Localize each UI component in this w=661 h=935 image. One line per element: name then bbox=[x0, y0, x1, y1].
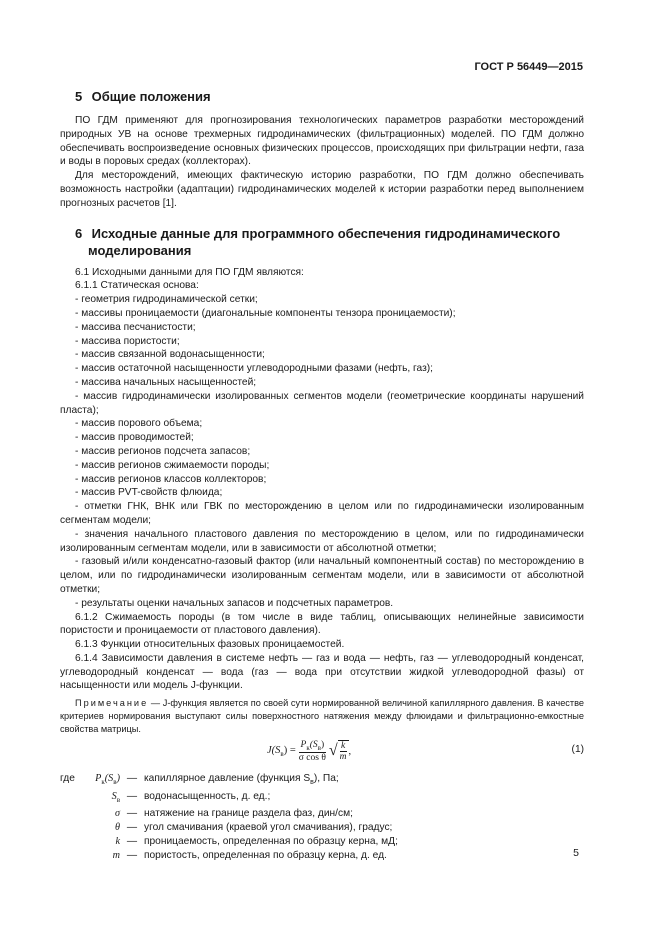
definition-text: пористость, определенная по образцу керна, д. ед. bbox=[144, 849, 387, 861]
list-item: - массива песчанистости; bbox=[75, 321, 196, 333]
definition-text: проницаемость, определенная по образцу керна, мД; bbox=[144, 835, 398, 847]
paragraph: 6.1.1 Статическая основа: bbox=[75, 280, 199, 292]
list-item: - массив регионов подсчета запасов; bbox=[75, 445, 251, 457]
definition-dash: — bbox=[126, 835, 138, 847]
paragraph: 6.1.2 Сжимаемость породы (в том числе в виде таблиц, описывающих нелинейные зависимости пористости и проницаемости от пластового давления). bbox=[60, 611, 584, 637]
static-data-list bbox=[60, 293, 584, 610]
definition-lead: где bbox=[60, 772, 75, 784]
list-item: - массив порового объема; bbox=[75, 418, 203, 430]
definition-lead bbox=[60, 821, 84, 835]
section-title-text: моделирования bbox=[88, 242, 192, 258]
paragraph: 6.1.4 Зависимости давления в системе нефть — газ и вода — нефть, газ — углеводородный конденсат, углеводородный конденсат — вода (газ — вода при отсутствии жидкой углеводородной фазы) от насыщенности или модель J-функции. bbox=[60, 652, 584, 692]
equation-number: (1) bbox=[571, 743, 584, 755]
section-5-title bbox=[75, 88, 584, 105]
list-item: - значения начального пластового давления по месторождению в целом, или по гидродинамически изолированным сегментам модели, или в зависимости от абсолютной отметки; bbox=[60, 528, 584, 554]
list-item: - массив PVT-свойств флюида; bbox=[75, 487, 223, 499]
paragraph: 6.1.3 Функции относительных фазовых проницаемостей. bbox=[75, 639, 345, 651]
definition-lead bbox=[60, 807, 84, 821]
section-number: 6 bbox=[75, 225, 83, 241]
list-item: - отметки ГНК, ВНК или ГВК по месторождению в целом или по гидродинамически изолированным сегментам модели; bbox=[60, 501, 584, 526]
definition-row bbox=[60, 821, 584, 835]
list-item: - массив регионов сжимаемости породы; bbox=[75, 459, 270, 471]
list-item: - массив связанной водонасыщенности; bbox=[75, 349, 265, 361]
list-item: - массив регионов классов коллекторов; bbox=[75, 473, 267, 485]
page-number: 5 bbox=[573, 847, 579, 859]
document-id: ГОСТ Р 56449—2015 bbox=[474, 61, 583, 73]
definition-row bbox=[60, 835, 584, 849]
section-title-text: Общие положения bbox=[91, 89, 211, 104]
definition-dash: — bbox=[126, 790, 138, 802]
definition-lead bbox=[60, 835, 84, 849]
formula-sqrt: √ $\frac{k}{m}$ bbox=[328, 741, 347, 763]
section-title-text: Исходные данные для программного обеспечения гидродинамического bbox=[91, 225, 561, 241]
list-item: - массив остаточной насыщенности углеводородными фазами (нефть, газ); bbox=[75, 363, 433, 375]
formula-body: $J(S_в)$ = $\frac{P_к(S_в)}{\text{σ cos θ}}$ √ $\frac{k}{m}$ , bbox=[267, 739, 352, 763]
page-content bbox=[60, 88, 584, 863]
formula-lhs: $J(S_в)$ = bbox=[267, 744, 296, 758]
paragraph: ПО ГДМ применяют для прогнозирования технологических параметров разработки месторождений природных УВ на основе трехмерных гидродинамических (фильтрационных) моделей. ПО ГДМ должно обеспечивать воспроизведение основных физических процессов, происходящих при фильтрации нефти, газа и воды в поровых средах (коллекторах). bbox=[60, 115, 584, 168]
definition-row bbox=[60, 772, 584, 790]
formula-1 bbox=[60, 736, 584, 770]
definition-lead bbox=[60, 849, 84, 863]
definition-symbol: m bbox=[112, 849, 120, 861]
definition-text: угол смачивания (краевой угол смачивания), градус; bbox=[144, 822, 393, 834]
list-item: - массива пористости; bbox=[75, 335, 180, 347]
definition-symbol: k bbox=[115, 835, 120, 847]
formula-definitions bbox=[60, 772, 584, 863]
list-item: - геометрия гидродинамической сетки; bbox=[75, 294, 258, 306]
formula-fraction: $\frac{P_к(S_в)}{\text{σ cos θ}}$ bbox=[298, 739, 326, 763]
paragraph: 6.1 Исходными данными для ПО ГДМ являются: bbox=[75, 266, 304, 278]
definition-text: натяжение на границе раздела фаз, дин/см; bbox=[144, 808, 353, 820]
definition-symbol: $S_в$ bbox=[111, 790, 120, 804]
definition-dash: — bbox=[126, 822, 138, 834]
definition-dash: — bbox=[126, 849, 138, 861]
note-text: — J-функция является по своей сути нормированной величиной капиллярного давления. В качестве критериев нормирования выступают силы поверхностного натяжения между флюидами и фильтрационно-емкостные свойства матрицы. bbox=[60, 698, 584, 734]
section-number: 5 bbox=[75, 89, 83, 104]
definition-row bbox=[60, 790, 584, 808]
definition-symbol: σ bbox=[114, 808, 120, 820]
definition-dash: — bbox=[126, 772, 138, 784]
list-item: - газовый и/или конденсатно-газовый фактор (или начальный компонентный состав) по месторождению в целом, или по гидродинамически изолированным сегментам модели, или в зависимости от абсолютной отметки; bbox=[60, 556, 584, 595]
definition-row bbox=[60, 849, 584, 863]
list-item: - массив проводимостей; bbox=[75, 432, 194, 444]
paragraph: Для месторождений, имеющих фактическую историю разработки, ПО ГДМ должно обеспечивать возможность настройки (адаптации) гидродинамических моделей к истории разработки перед выполнением прогнозных расчетов [1]. bbox=[60, 170, 584, 209]
note-label: Примечание bbox=[75, 698, 149, 709]
section-6-title bbox=[75, 225, 584, 259]
note bbox=[60, 697, 584, 735]
definition-lead bbox=[60, 790, 84, 808]
list-item: - массива начальных насыщенностей; bbox=[75, 376, 257, 388]
list-item: - массив гидродинамически изолированных сегментов модели (геометрические координаты нарушений пласта); bbox=[60, 390, 584, 416]
list-item: - результаты оценки начальных запасов и подсчетных параметров. bbox=[75, 597, 394, 609]
definition-text: капиллярное давление (функция $S_в$), Па; bbox=[144, 772, 339, 786]
definition-symbol: θ bbox=[114, 822, 120, 834]
definition-text: водонасыщенность, д. ед.; bbox=[144, 790, 271, 802]
definition-symbol: $P_к(S_в)$ bbox=[95, 772, 120, 786]
definition-dash: — bbox=[126, 808, 138, 820]
definition-row bbox=[60, 807, 584, 821]
list-item: - массивы проницаемости (диагональные компоненты тензора проницаемости); bbox=[75, 307, 456, 319]
